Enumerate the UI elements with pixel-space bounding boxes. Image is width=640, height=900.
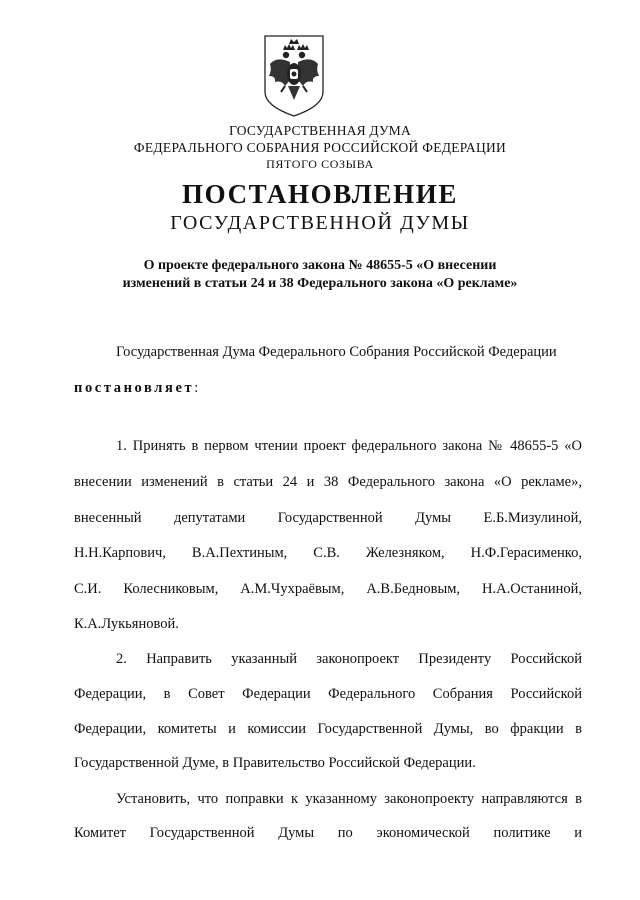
p1-line-4: Н.Н.Карпович, В.А.Пехтиным, С.В. Железняком, Н.Ф.Герасименко, [74, 545, 582, 561]
p3-line-1: Установить, что поправки к указанному законопроекту направляются в [116, 791, 582, 807]
p1-line-3: внесенный депутатами Государственной Думы Е.Б.Мизулиной, [74, 510, 582, 526]
p1-line-5: С.И. Колесниковым, А.М.Чухраёвым, А.В.Бедновым, Н.А.Останиной, [74, 581, 582, 597]
p1-line-1: 1. Принять в первом чтении проект федерального закона № 48655-5 «О [116, 438, 582, 454]
decree-colon: : [194, 380, 199, 396]
header-line-3: ПЯТОГО СОЗЫВА [266, 157, 374, 171]
p1-line-6: К.А.Лукьяновой. [74, 616, 179, 632]
p2-line-1: 2. Направить указанный законопроект Президенту Российской [116, 651, 582, 667]
decree-word-text: постановляет [74, 380, 195, 396]
header-line-1: ГОСУДАРСТВЕННАЯ ДУМА [229, 123, 411, 138]
subject-line-2: изменений в статьи 24 и 38 Федерального закона «О рекламе» [122, 276, 518, 291]
intro-text: Государственная Дума Федерального Собрания Российской Федерации [116, 344, 557, 360]
decree-word [74, 380, 198, 397]
p2-line-4: Государственной Думе, в Правительство Российской Федерации. [74, 755, 476, 771]
document-type: ПОСТАНОВЛЕНИЕ [182, 179, 458, 209]
document-issuer: ГОСУДАРСТВЕННОЙ ДУМЫ [170, 212, 470, 234]
header-line-2: ФЕДЕРАЛЬНОГО СОБРАНИЯ РОССИЙСКОЙ ФЕДЕРАЦИИ [133, 140, 507, 155]
state-emblem-icon [261, 34, 327, 118]
p2-line-3: Федерации, комитеты и комиссии Государственной Думы, во фракции в [74, 721, 582, 737]
p2-line-2: Федерации, в Совет Федерации Федерального Собрания Российской [74, 686, 582, 702]
p3-line-2: Комитет Государственной Думы по экономической политике и [74, 825, 582, 841]
p1-line-2: внесении изменений в статьи 24 и 38 Федерального закона «О рекламе», [74, 474, 582, 490]
subject-line-1: О проекте федерального закона № 48655-5 «О внесении [143, 258, 497, 273]
